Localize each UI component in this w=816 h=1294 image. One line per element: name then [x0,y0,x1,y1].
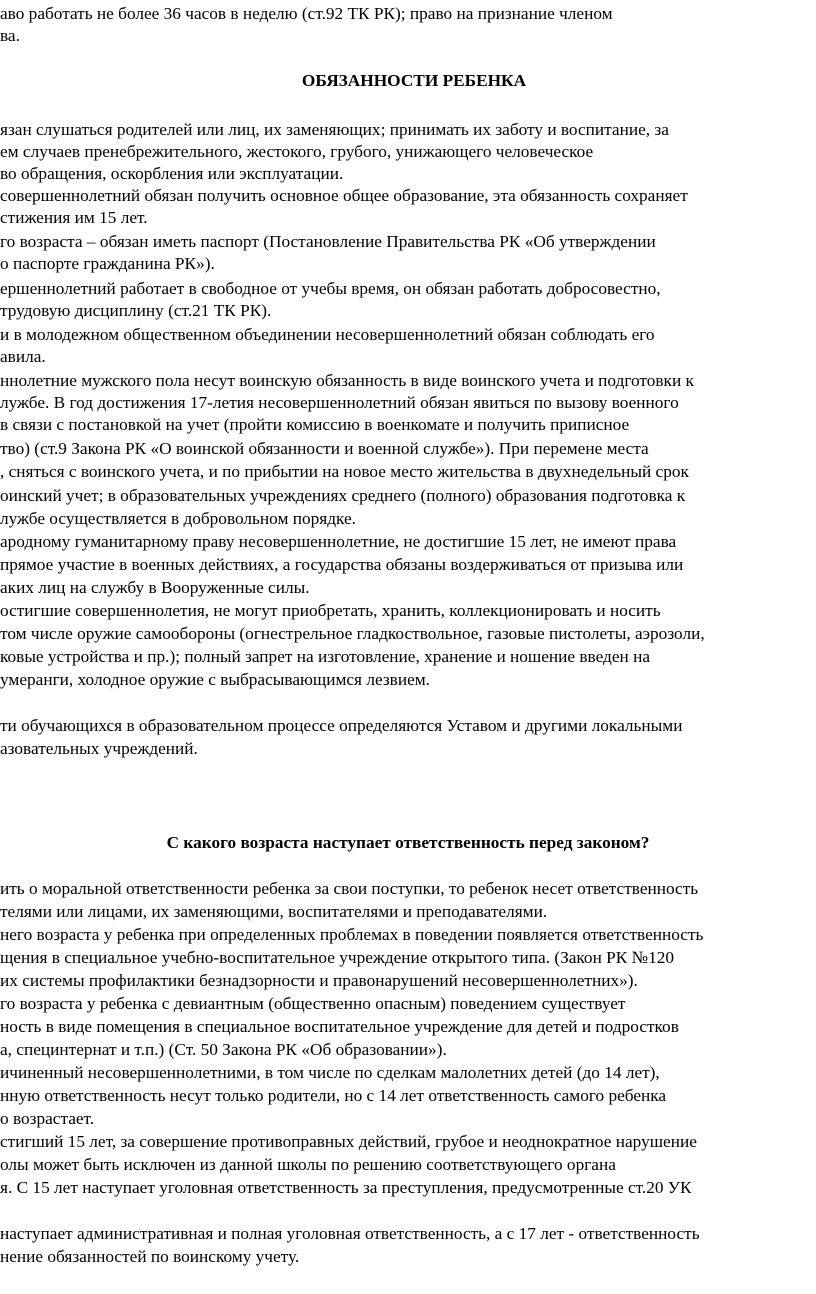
text-line: ародному гуманитарному праву несовершеннолетние, не достигшие 15 лет, не имеют права [0,532,677,551]
text-line: ность в виде помещения в специальное воспитательное учреждение для детей и подростков [0,1017,679,1036]
text-line: го возраста у ребенка с девиантным (общественно опасным) поведением существует [0,994,626,1013]
text-line: азовательных учреждений. [0,739,198,758]
text-line: щения в специальное учебно-воспитательное учреждение открытого типа. (Закон РК №120 [0,948,675,967]
text-line: ннолетние мужского пола несут воинскую обязанность в виде воинского учета и подготовки к [0,371,694,390]
text-line: ершеннолетний работает в свободное от учебы время, он обязан работать добросовестно, [0,279,661,298]
text-line: телями или лицами, их заменяющими, воспитателями и преподавателями. [0,902,548,921]
text-line: о паспорте гражданина РК»). [0,254,215,273]
text-line: умеранги, холодное оружие с выбрасывающимся лезвием. [0,670,430,689]
text-line: го возраста – обязан иметь паспорт (Постановление Правительства РК «Об утверждении [0,232,656,251]
text-line: я. С 15 лет наступает уголовная ответственность за преступления, предусмотренные ст.20 УК [0,1178,692,1197]
text-line: а, специнтернат и т.п.) (Ст. 50 Закона РК «Об образовании»). [0,1040,447,1059]
text-line: , сняться с воинского учета, и по прибытии на новое место жительства в двухнедельный срок [0,462,689,481]
text-line: совершеннолетний обязан получить основное общее образование, эта обязанность сохраняет [0,186,688,205]
text-line: о возрастает. [0,1109,95,1128]
text-line: него возраста у ребенка при определенных проблемах в поведении появляется ответственность [0,925,704,944]
text-line: стижения им 15 лет. [0,208,148,227]
text-line: авила. [0,347,46,366]
text-line: лужбе. В год достижения 17-летия несовершеннолетний обязан явиться по вызову военного [0,393,679,412]
text-line: стигший 15 лет, за совершение противоправных действий, грубое и неоднократное нарушение [0,1132,697,1151]
text-line: их системы профилактики безнадзорности и правонарушений несовершеннолетних»). [0,971,638,990]
text-line: в связи с постановкой на учет (пройти комиссию в военкомате и получить приписное [0,415,630,434]
text-line: олы может быть исключен из данной школы по решению соответствующего органа [0,1155,616,1174]
text-line: ичиненный несовершеннолетними, в том числе по сделкам малолетних детей (до 14 лет), [0,1063,660,1082]
text-line: прямое участие в военных действиях, а государства обязаны воздерживаться от призыва или [0,555,684,574]
text-line: ва. [0,26,20,45]
text-line: аво работать не более 36 часов в неделю (ст.92 ТК РК); право на признание членом [0,4,613,23]
text-line: том числе оружие самообороны (огнестрельное гладкоствольное, газовые пистолеты, аэрозоли, [0,624,705,643]
text-line: ти обучающихся в образовательном процессе определяются Уставом и другими локальными [0,716,683,735]
text-line: во обращения, оскорбления или эксплуатации. [0,164,344,183]
text-line: нение обязанностей по воинскому учету. [0,1247,300,1266]
text-line: тво) (ст.9 Закона РК «О воинской обязанности и военной службе»). При перемене места [0,439,649,458]
text-line: лужбе осуществляется в добровольном порядке. [0,509,356,528]
section-heading-responsibility: С какого возраста наступает ответственность перед законом? [166,833,650,852]
text-line: оинский учет; в образовательных учреждениях среднего (полного) образования подготовка к [0,486,686,505]
text-line: ем случаев пренебрежительного, жестокого, грубого, унижающего человеческое [0,142,594,161]
text-line: трудовую дисциплину (ст.21 ТК РК). [0,301,272,320]
text-line: остигшие совершеннолетия, не могут приобретать, хранить, коллекционировать и носить [0,601,661,620]
text-line: язан слушаться родителей или лиц, их заменяющих; принимать их заботу и воспитание, за [0,120,669,139]
text-line: ить о моральной ответственности ребенка за свои поступки, то ребенок несет ответственность [0,879,699,898]
text-line: наступает административная и полная уголовная ответственность, а с 17 лет - ответственность [0,1224,700,1243]
text-line: ковые устройства и пр.); полный запрет на изготовление, хранение и ношение введен на [0,647,651,666]
text-line: аких лиц на службу в Вооруженные силы. [0,578,310,597]
text-line: и в молодежном общественном объединении несовершеннолетний обязан соблюдать его [0,325,655,344]
section-heading-duties: ОБЯЗАННОСТИ РЕБЕНКА [301,71,527,90]
text-line: нную ответственность несут только родители, но с 14 лет ответственность самого ребенка [0,1086,667,1105]
